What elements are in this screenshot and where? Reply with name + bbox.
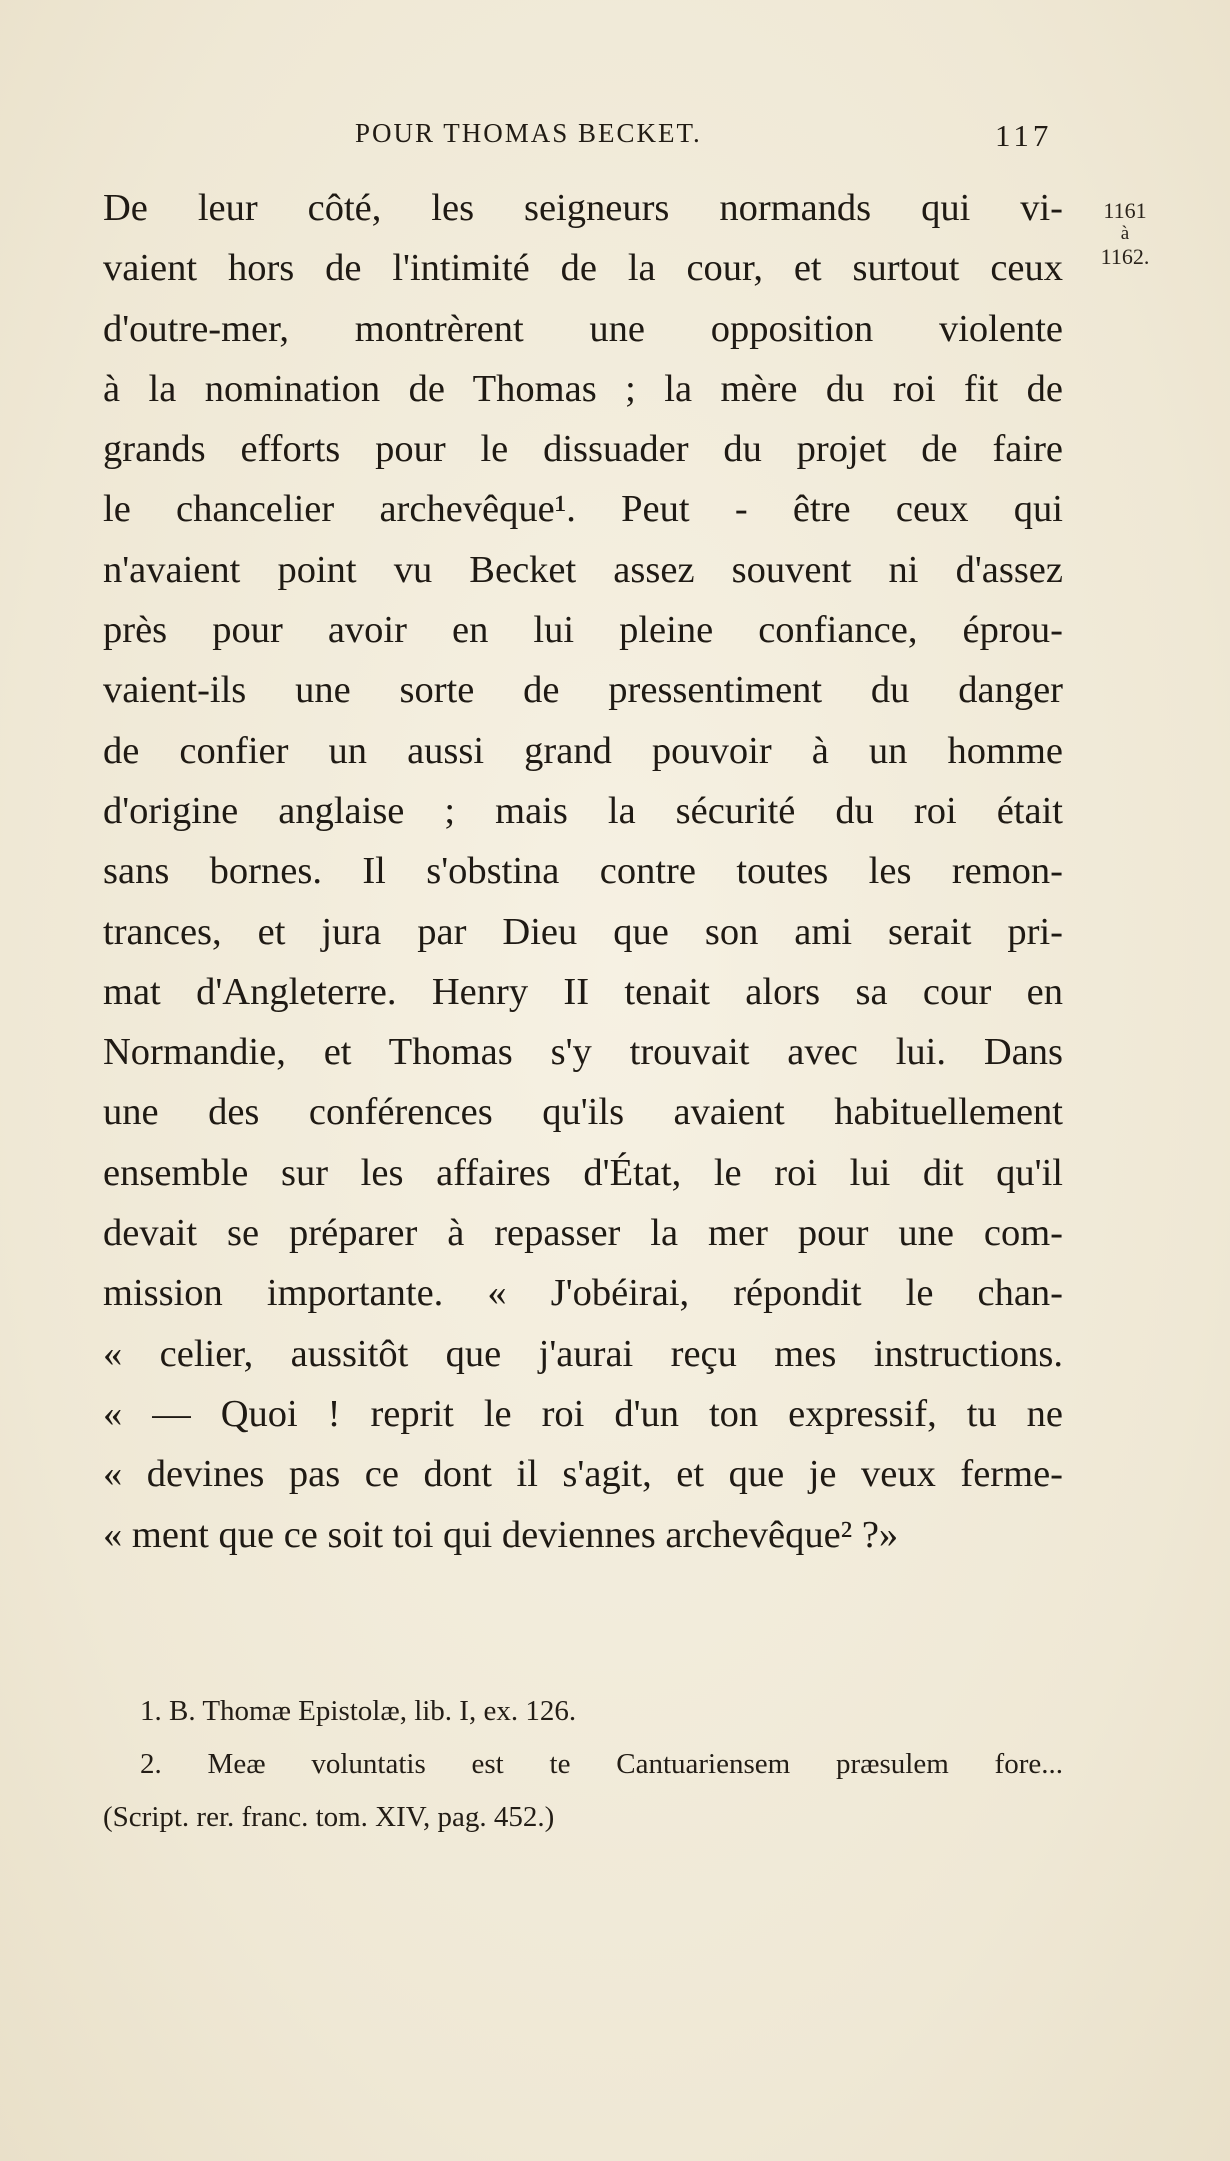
- margin-connector: à: [1120, 223, 1130, 244]
- text-line: ensemble sur les affaires d'État, le roi lui dit qu'il: [103, 1151, 1063, 1194]
- text-line: n'avaient point vu Becket assez souvent ni d'assez: [103, 548, 1063, 591]
- text-line: d'outre-mer, montrèrent une opposition violente: [103, 307, 1063, 350]
- text-line: « devines pas ce dont il s'agit, et que je veux ferme-: [103, 1453, 1063, 1496]
- margin-year-end: 1162.: [1100, 244, 1150, 269]
- margin-year-start: 1161: [1103, 198, 1147, 223]
- text-line: De leur côté, les seigneurs normands qui vi-: [103, 187, 1063, 229]
- margin-date-note: [1085, 198, 1165, 270]
- text-line: mat d'Angleterre. Henry II tenait alors sa cour en: [103, 970, 1063, 1013]
- footnote-2-continuation: (Script. rer. franc. tom. XIV, pag. 452.): [103, 1801, 555, 1833]
- text-line: le chancelier archevêque¹. Peut - être ceux qui: [103, 488, 1063, 531]
- text-line: trances, et jura par Dieu que son ami serait pri-: [103, 910, 1063, 953]
- running-head: POUR THOMAS BECKET.: [355, 118, 702, 148]
- footnotes: [103, 1685, 1063, 1844]
- text-line: mission importante. « J'obéirai, répondit le chan-: [103, 1272, 1063, 1315]
- text-line: à la nomination de Thomas ; la mère du roi fit de: [103, 367, 1063, 410]
- text-line: une des conférences qu'ils avaient habituellement: [103, 1091, 1063, 1134]
- text-line: vaient-ils une sorte de pressentiment du danger: [103, 669, 1063, 712]
- page-number: 117: [995, 118, 1053, 153]
- footnote-2: 2. Meæ voluntatis est te Cantuariensem præsulem fore...: [140, 1748, 1063, 1780]
- text-line: vaient hors de l'intimité de la cour, et surtout ceux: [103, 247, 1063, 290]
- text-line: Normandie, et Thomas s'y trouvait avec lui. Dans: [103, 1031, 1063, 1074]
- text-line: « ment que ce soit toi qui deviennes archevêque² ?»: [103, 1513, 899, 1556]
- body-text: [103, 178, 1063, 1565]
- text-line: sans bornes. Il s'obstina contre toutes les remon-: [103, 850, 1063, 893]
- text-line: « — Quoi ! reprit le roi d'un ton expressif, tu ne: [103, 1392, 1063, 1435]
- text-line: d'origine anglaise ; mais la sécurité du roi était: [103, 789, 1063, 832]
- text-line: « celier, aussitôt que j'aurai reçu mes instructions.: [103, 1332, 1063, 1375]
- text-line: près pour avoir en lui pleine confiance, éprou-: [103, 609, 1063, 652]
- footnote-1: 1. B. Thomæ Epistolæ, lib. I, ex. 126.: [140, 1695, 577, 1727]
- text-line: grands efforts pour le dissuader du projet de faire: [103, 428, 1063, 471]
- page-header: [355, 118, 1095, 158]
- text-line: devait se préparer à repasser la mer pour une com-: [103, 1212, 1063, 1255]
- text-line: de confier un aussi grand pouvoir à un homme: [103, 729, 1063, 772]
